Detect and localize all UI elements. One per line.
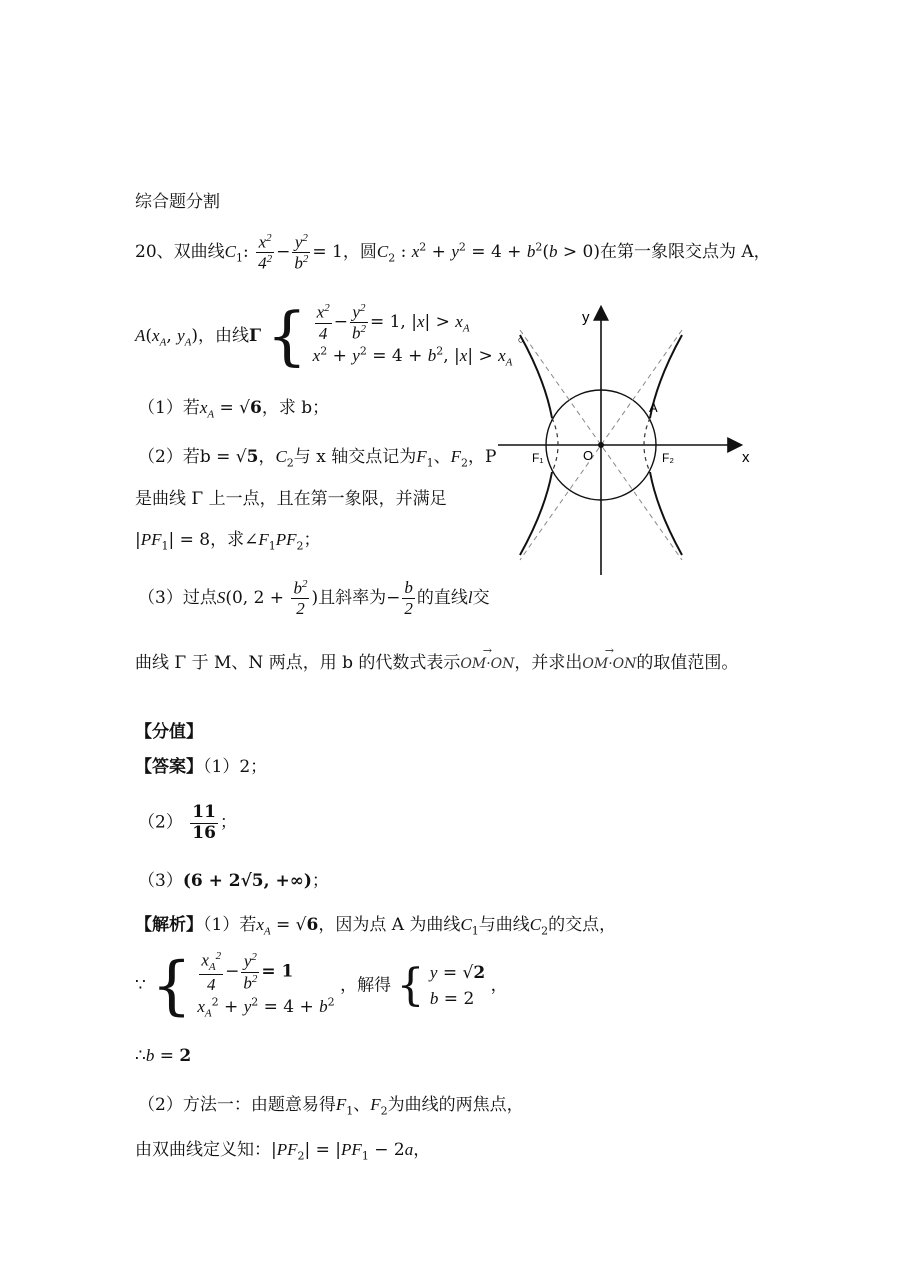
hyperbola-left-upper (520, 335, 552, 418)
part-2-line-3: $|PF_1| = 8$，求$\angle F_1PF_2$； (135, 530, 321, 553)
problem-number: 20、 (135, 242, 174, 263)
origin-label: O (583, 448, 594, 463)
analysis-line-1: 【解析】（1）若$x_A = √6$，因为点 A 为曲线$C_1$与曲线$C_2$的交点， (135, 915, 617, 938)
part-3-line-2: 曲线 Γ 于 M、N 两点，用 b 的代数式表示→ OM·ON，并求出→ OM·ON的取值范围。 (135, 648, 738, 673)
part-3-line-1: （3）过点S(0, 2 + $\frac{b^2}{2}$ )且斜率为− $\frac{b}{2}$ 的直线l交 (138, 578, 490, 619)
hyperbola-left-lower (520, 472, 552, 555)
axis-y-label: y (582, 309, 590, 326)
problem-line-2: $A(x_A$, $y_A$)，由线Γ { $\frac{x^2}{4}$ − $\frac{y^2}{b^2}$ = 1, $|x| > x_A$ $x^2 + y^2 = 4 + b^2$, $|x| > x_A$ 。 (135, 299, 535, 374)
part-2-line-1: （2）若b = √5，$C_2$与 x 轴交点记为$F_1$、$F_2$，P (138, 447, 497, 470)
answer-line-2: （2） $\frac{11}{16}$ ； (138, 802, 237, 843)
focus-f1-label: F₁ (532, 451, 544, 465)
axis-x-label: x (742, 449, 750, 466)
score-label: 【分值】 (135, 722, 203, 742)
part-2-line-2: 是曲线 Γ 上一点，且在第一象限，并满足 (135, 489, 447, 509)
curve-definition: $\frac{x^2}{4}$ − $\frac{y^2}{b^2}$ = 1, $|x| > x_A$ $x^2 + y^2 = 4 + b^2$, $|x| > x_A$ (312, 302, 513, 369)
hyperbola-right-lower (650, 472, 682, 555)
point-a-label: A (649, 400, 658, 415)
answer-line-3: （3）(6 + 2√5, +∞)； (138, 871, 329, 891)
method-line: （2）方法一：由题意易得$F_1$、$F_2$为曲线的两焦点， (138, 1095, 524, 1118)
part-1: （1）若$x_A = √6$，求 b； (138, 398, 330, 421)
problem-line-1: 20、双曲线$C_1$: $\frac{x^2}{4^2}$ − $\frac{y^2}{b^2}$ = 1，圆$C_2$ : $x^2 + y^2 = 4 + b^2(b > 0)$在第一象限交点为 A， (135, 232, 771, 273)
hyperbola-circle-figure (490, 300, 760, 580)
therefore-line: ∴b = 2 (135, 1046, 192, 1066)
section-title: 综合题分割 (135, 192, 220, 212)
definition-line: 由双曲线定义知：$|PF_2| = |PF_1 - 2a$， (135, 1140, 431, 1163)
answer-line-1: 【答案】（1）2； (135, 757, 268, 777)
focus-f2-label: F₂ (662, 451, 674, 465)
analysis-system: ∵ { $\frac{x_A^2}{4}$ − $\frac{y^2}{b^2}$ = 1 $x_A^2 + y^2 = 4 + b^2$ ，解得 { y = √2 b = 2 ， (135, 949, 508, 1024)
origin-dot (598, 442, 604, 448)
